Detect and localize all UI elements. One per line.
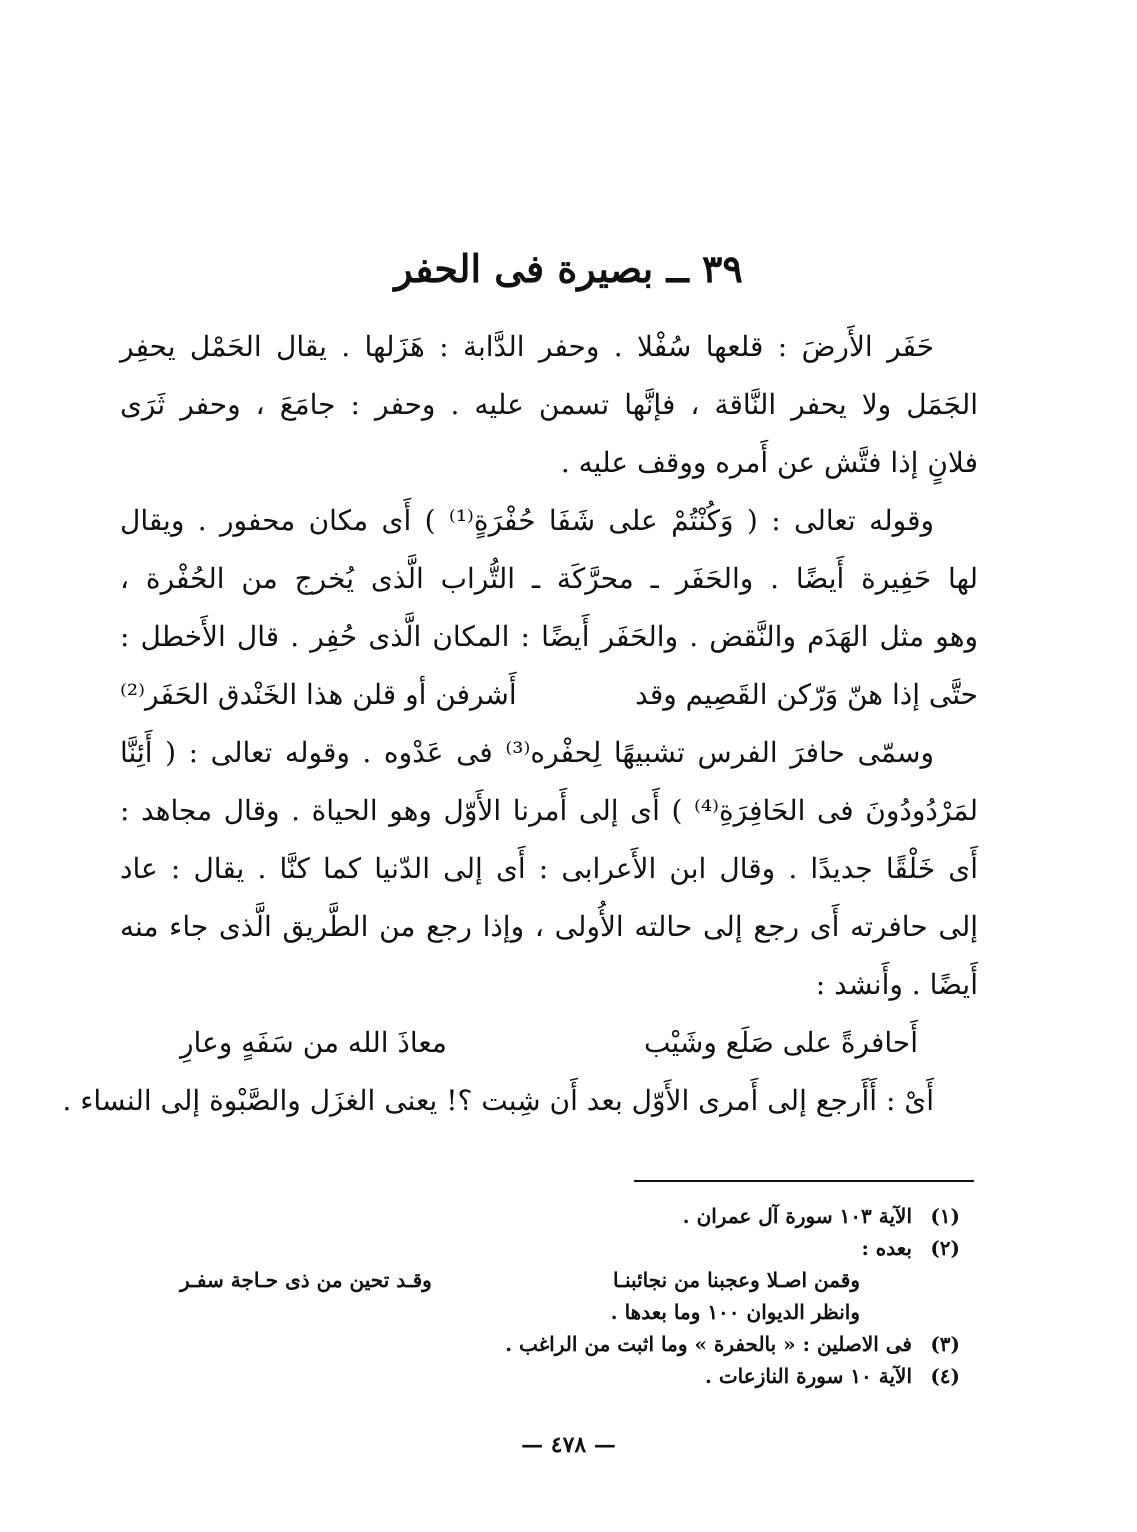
footnote-number: (٤) (930, 1364, 960, 1388)
footnote-number: (٢) (930, 1236, 960, 1260)
verse-akhtal (120, 666, 978, 724)
text-line: لها حَفِيرة أَيضًا . والحَفَر ـ محرَّكَة ـ التُّراب الَّذى يُخرج من الحُفْرة ، (120, 562, 978, 595)
text-line: لمَرْدُودُونَ فى الحَافِرَةِ⁽⁴⁾ ) أَى إلى أَمرنا الأَوّل وهو الحياة . وقال مجاهد : (120, 794, 979, 827)
footnote-text: الآية ١٠ سورة النازعات . (704, 1364, 912, 1388)
verse-hemistich-left: وقـد تحين من ذى حـاجة سفـر (180, 1268, 432, 1292)
text-line: وقوله تعالى : ( وَكُنْتُمْ على شَفَا حُفْرَةٍ⁽¹⁾ ) أَى مكان محفور . ويقال (120, 504, 934, 537)
text-line: حَفَر الأَرضَ : قلعها سُفْلا . وحفر الدَّابة : هَزَلها . يقال الحَمْل يحفِر (120, 330, 934, 363)
closing-line: أَىْ : أَأَرجع إلى أَمرى الأَوّل بعد أَن شِبت ؟! يعنى الغزَل والصَّبْوة إلى النساء . (62, 1084, 934, 1117)
main-text (62, 318, 979, 1130)
verse-hemistich-right: حتَّى إذا هنّ وَرّكن القَصِيم وقد (635, 678, 978, 711)
footnote-2 (180, 1232, 960, 1264)
footnote-text: بعده : (861, 1236, 912, 1260)
text-line: وهو مثل الهَدَم والنَّقض . والحَفَر أَيضًا : المكان الَّذى حُفِر . قال الأَخطل : (120, 620, 978, 653)
verse-hemistich-left: أَشرفن أو قلن هذا الخَنْدق الحَفَر⁽²⁾ (120, 678, 517, 711)
footnote-text: الآية ١٠٣ سورة آل عمران . (682, 1204, 912, 1228)
text-line: فلانٍ إذا فتَّش عن أَمره ووقف عليه . (560, 446, 978, 479)
footnote-number: (٣) (930, 1332, 960, 1356)
footnote-2-verse (180, 1264, 960, 1296)
verse-hemistich-right: أَحافرةً على صَلَع وشَيْب (643, 1026, 918, 1059)
text-line: إلى حافرته أَى رجع إلى حالته الأُولى ، وإذا رجع من الطَّريق الَّذى جاء منه (120, 910, 978, 943)
footnote-4 (180, 1360, 960, 1392)
section-title: ٣٩ ــ بصيرة فى الحفر (394, 246, 743, 291)
footnote-divider (634, 1180, 974, 1182)
verse-hemistich-right: وقمن اصـلا وعجبنا من نجائبنـا (613, 1268, 860, 1292)
footnote-3 (180, 1328, 960, 1360)
footnote-text: فى الاصلين : « بالحفرة » وما اثبت من الراغب . (505, 1332, 912, 1356)
footnote-number: (١) (930, 1204, 960, 1228)
footnotes (180, 1200, 960, 1392)
verse-hemistich-left: معاذَ الله من سَفَهٍ وعارِ (180, 1026, 447, 1059)
text-line: أَى خَلْقًا جديدًا . وقال ابن الأَعرابى : أَى إلى الدّنيا كما كنَّا . يقال : عاد (120, 852, 978, 885)
page-number: — ٤٧٨ — (521, 1432, 616, 1458)
text-line: الجَمَل ولا يحفر النَّاقة ، فإنَّها تسمن عليه . وحفر : جامَعَ ، وحفر ثَرَى (120, 388, 978, 421)
text-line: وسمّى حافرَ الفرس تشبيهًا لِحفْره⁽³⁾ فى عَدْوه . وقوله تعالى : ( أَئِنَّا (120, 736, 934, 769)
footnote-1 (180, 1200, 960, 1232)
text-line: أَيضًا . وأَنشد : (815, 968, 978, 1001)
footnote-2-reference: وانظر الديوان ١٠٠ وما بعدها . (610, 1300, 860, 1324)
verse-quoted (120, 1014, 978, 1072)
